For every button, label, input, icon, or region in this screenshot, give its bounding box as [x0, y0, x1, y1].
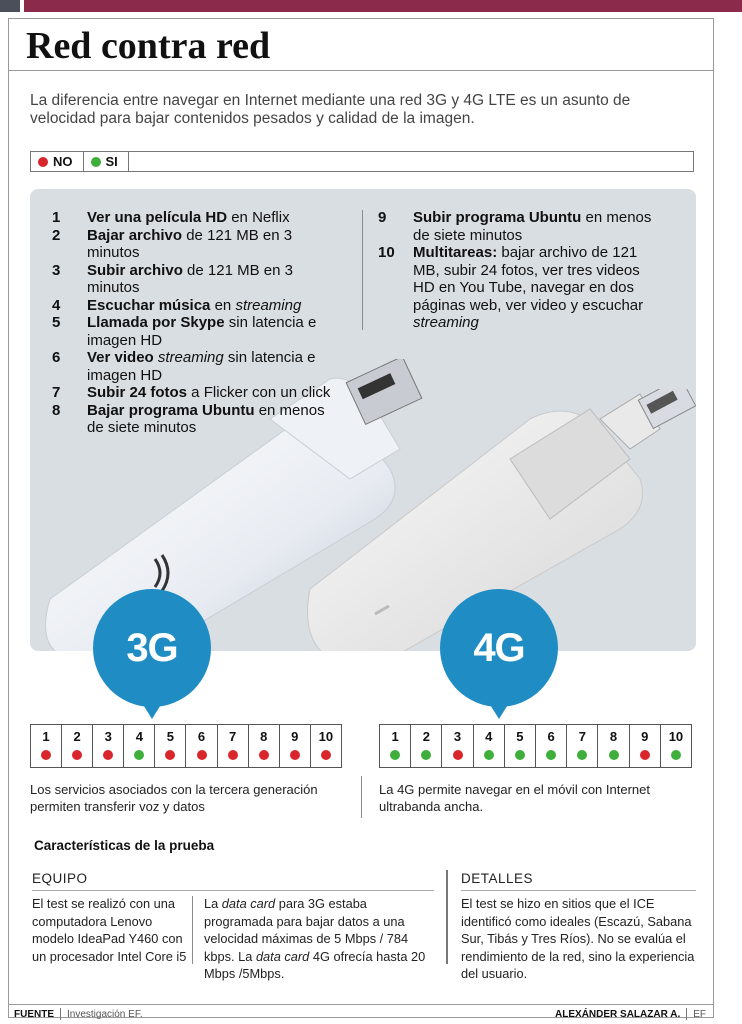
equipo-text-2a: La	[204, 896, 222, 911]
score-3g-cell-1	[31, 725, 62, 767]
service-number: 1	[52, 209, 61, 226]
page-title: Red contra red	[26, 25, 271, 67]
service-item	[52, 209, 332, 227]
service-number: 5	[52, 314, 61, 331]
score-number: 5	[516, 729, 524, 744]
score-3g-cell-10	[311, 725, 341, 767]
score-3g-cell-8	[249, 725, 280, 767]
service-number: 2	[52, 226, 61, 244]
score-3g-cell-6	[186, 725, 217, 767]
footer-divider	[8, 1004, 714, 1005]
score-4g	[379, 724, 692, 768]
service-title: Multitareas:	[413, 244, 498, 261]
service-text	[87, 297, 301, 315]
score-4g-cell-3	[442, 725, 473, 767]
legend-si-label: SI	[105, 154, 118, 169]
service-detail: en menos de siete minutos	[413, 209, 652, 244]
score-4g-cell-10	[661, 725, 691, 767]
score-3g-cell-9	[280, 725, 311, 767]
green-dot-icon	[671, 750, 681, 760]
green-dot-icon	[421, 750, 431, 760]
service-item	[52, 384, 332, 402]
red-dot-icon	[41, 750, 51, 760]
red-dot-icon	[165, 750, 175, 760]
service-text	[87, 227, 332, 262]
red-dot-icon	[640, 750, 650, 760]
service-italic: streaming	[153, 349, 224, 366]
score-4g-cell-8	[598, 725, 629, 767]
equipo-text-2-italic-2: data card	[255, 948, 310, 964]
red-dot-icon	[38, 157, 48, 167]
score-number: 8	[609, 729, 618, 744]
green-dot-icon	[91, 157, 101, 167]
score-number: 4	[135, 729, 143, 744]
score-4g-cell-2	[411, 725, 442, 767]
equipo-rule	[32, 890, 434, 891]
score-number: 9	[641, 729, 649, 744]
score-number: 6	[197, 729, 206, 744]
red-dot-icon	[103, 750, 113, 760]
footer-tag: EF	[693, 1008, 706, 1020]
score-number: 9	[291, 729, 299, 744]
score-3g-cell-7	[218, 725, 249, 767]
service-detail: sin latencia e imagen HD	[87, 349, 316, 384]
service-detail: sin latencia e imagen HD	[87, 314, 317, 349]
service-text	[87, 314, 332, 349]
detalles-text: El test se hizo en sitios que el ICE identificó como ideales (Escazú, Sabana Sur, Tibás y Tres Ríos). No se evalúa el rendimiento de la red, sino la experiencia del usuario.	[461, 896, 695, 981]
service-title: Escuchar música	[87, 296, 211, 314]
service-number: 9	[378, 209, 387, 226]
green-dot-icon	[134, 750, 144, 760]
equipo-text-2-italic-1: data card	[221, 896, 276, 911]
service-item	[52, 262, 332, 297]
detalles-title: DETALLES	[461, 871, 534, 886]
service-detail: de 121 MB en 3 minutos	[87, 261, 293, 296]
score-number: 1	[391, 729, 399, 744]
service-detail: en Neflix	[227, 209, 290, 226]
service-text	[87, 384, 330, 402]
score-4g-cell-5	[505, 725, 536, 767]
red-dot-icon	[321, 750, 331, 760]
score-4g-cell-4	[474, 725, 505, 767]
score-number: 5	[166, 729, 175, 744]
red-dot-icon	[453, 750, 463, 760]
red-dot-icon	[290, 750, 300, 760]
services-panel	[30, 189, 696, 651]
equipo-text-2	[204, 895, 436, 983]
service-text	[87, 209, 290, 227]
score-number: 2	[73, 729, 81, 744]
footer-author-text: ALEXÁNDER SALAZAR A.	[555, 1008, 681, 1020]
score-number: 7	[578, 729, 586, 744]
service-detail: de 121 MB en 3 minutos	[87, 226, 293, 261]
service-number: 3	[52, 261, 61, 279]
score-number: 3	[104, 729, 112, 744]
service-item	[378, 209, 660, 244]
score-4g-cell-9	[630, 725, 661, 767]
equipo-divider	[192, 896, 193, 964]
footer-separator	[60, 1008, 61, 1020]
score-number: 1	[42, 729, 50, 744]
score-number: 7	[228, 729, 237, 744]
score-3g-cell-4	[124, 725, 155, 767]
service-title: Ver video	[87, 349, 154, 366]
service-title: Subir archivo	[87, 261, 183, 279]
service-title: Bajar programa Ubuntu	[87, 401, 255, 419]
footer-source-label: FUENTE	[14, 1008, 54, 1020]
equipo-text-1: El test se realizó con una computadora Lenovo modelo IdeaPad Y460 con un procesador Intel Core i5	[32, 896, 187, 964]
service-item	[378, 244, 660, 332]
service-title: Bajar archivo	[87, 226, 183, 244]
service-item	[52, 297, 332, 315]
service-italic: streaming	[413, 314, 479, 331]
service-italic: streaming	[235, 296, 302, 314]
service-title: Ver una película HD	[87, 209, 228, 226]
top-bar-accent	[24, 0, 742, 12]
caption-3g: Los servicios asociados con la tercera generación permiten transferir voz y datos	[30, 782, 318, 814]
score-number: 10	[318, 729, 334, 744]
services-list-right	[378, 209, 660, 332]
score-3g-cell-2	[62, 725, 93, 767]
footer-author	[555, 1008, 706, 1020]
score-number: 3	[453, 729, 462, 744]
score-number: 8	[260, 729, 268, 744]
legend-no-label: NO	[53, 154, 73, 169]
red-dot-icon	[197, 750, 207, 760]
score-4g-cell-7	[567, 725, 598, 767]
score-3g-cell-3	[93, 725, 124, 767]
title-divider	[8, 70, 714, 71]
equipo-text-2c: 4G ofrecía hasta 20 Mbps /5Mbps.	[204, 948, 426, 981]
score-4g-cell-1	[380, 725, 411, 767]
footer-source	[14, 1008, 143, 1020]
service-title: Subir programa Ubuntu	[413, 209, 582, 226]
green-dot-icon	[577, 750, 587, 760]
service-detail: bajar archivo de 121 MB, subir 24 fotos, ver tres videos HD en You Tube, navegar en dos páginas web, ver video y escuchar	[413, 244, 644, 314]
green-dot-icon	[546, 750, 556, 760]
service-text	[413, 244, 660, 332]
green-dot-icon	[390, 750, 400, 760]
service-text	[87, 349, 332, 384]
green-dot-icon	[609, 750, 619, 760]
score-number: 6	[547, 729, 555, 744]
services-column-divider	[362, 210, 363, 330]
legend-si	[84, 152, 129, 171]
score-number: 2	[422, 729, 430, 744]
service-detail: en menos de siete minutos	[87, 401, 325, 436]
service-text	[87, 262, 332, 297]
detalles-rule	[461, 890, 696, 891]
caption-divider	[361, 776, 362, 818]
service-number: 8	[52, 401, 61, 419]
badge-4g: 4G	[440, 589, 558, 707]
score-4g-cell-6	[536, 725, 567, 767]
badge-3g: 3G	[93, 589, 211, 707]
legend	[30, 151, 694, 172]
service-detail: a Flicker con un click	[187, 384, 331, 401]
green-dot-icon	[484, 750, 494, 760]
service-item	[52, 314, 332, 349]
service-item	[52, 227, 332, 262]
intro-text: La diferencia entre navegar en Internet mediante una red 3G y 4G LTE es un asunto de velocidad para bajar contenidos pesados y calidad de la imagen.	[30, 92, 631, 127]
score-3g	[30, 724, 342, 768]
service-text	[87, 402, 332, 437]
service-item	[52, 349, 332, 384]
service-detail: en	[210, 296, 236, 314]
caption-4g: La 4G permite navegar en el móvil con Internet ultrabanda ancha.	[379, 782, 650, 814]
equipo-text-2b: para 3G estaba programada para bajar datos a una velocidad máximas de 5 Mbps / 784 kbps. La	[204, 896, 409, 964]
top-bar-dark	[0, 0, 20, 12]
service-item	[52, 402, 332, 437]
green-dot-icon	[515, 750, 525, 760]
equipo-title: EQUIPO	[32, 871, 88, 886]
legend-no	[31, 152, 84, 171]
footer-separator	[686, 1008, 687, 1020]
service-number: 6	[52, 349, 61, 366]
service-number: 7	[52, 384, 61, 401]
detalles-divider	[446, 870, 448, 964]
service-number: 4	[52, 296, 61, 314]
service-text	[413, 209, 660, 244]
score-3g-cell-5	[155, 725, 186, 767]
service-title: Subir 24 fotos	[87, 384, 188, 401]
services-list-left	[52, 209, 332, 437]
red-dot-icon	[259, 750, 269, 760]
service-number: 10	[378, 244, 395, 261]
score-number: 4	[485, 729, 493, 744]
score-number: 10	[668, 729, 684, 744]
test-section-title: Características de la prueba	[34, 838, 215, 853]
footer-source-text: Investigación EF.	[67, 1008, 143, 1020]
service-title: Llamada por Skype	[87, 314, 225, 331]
red-dot-icon	[72, 750, 82, 760]
red-dot-icon	[228, 750, 238, 760]
